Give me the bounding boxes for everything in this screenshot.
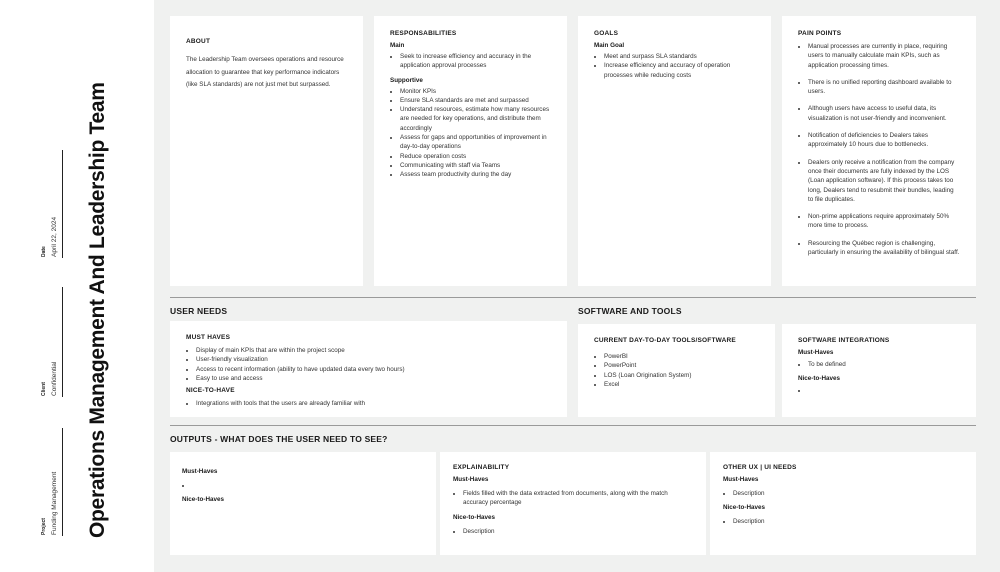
explainability-must-label: Must-Haves (453, 476, 489, 483)
integrations-card (782, 324, 976, 417)
list-item: • Excel (604, 380, 759, 389)
outputs-nice-label: Nice-to-Haves (182, 496, 224, 503)
list-item: • Description (733, 517, 963, 526)
responsibilities-card (374, 16, 567, 286)
explainability-nice-list (453, 527, 693, 536)
list-item: • Seek to increase efficiency and accuracy in the application approval processes (400, 52, 551, 71)
list-item: • Resourcing the Québec region is challenging, particularly in ensuring the availability of bilingual staff. (808, 239, 960, 258)
list-item: • Access to recent information (ability to have updated data every two hours) (196, 365, 551, 374)
list-item: • PowerPoint (604, 361, 759, 370)
responsibilities-main-list (390, 52, 551, 71)
nice-to-have-list (186, 399, 551, 408)
section-divider (170, 425, 976, 426)
goals-main-label: Main Goal (594, 42, 625, 49)
outputs-must-label: Must-Haves (182, 468, 218, 475)
list-item: • Non-prime applications require approximately 50% more time to process. (808, 212, 960, 231)
other-ux-heading: OTHER UX | UI NEEDS (723, 464, 797, 471)
date-divider (62, 150, 63, 258)
pain-points-card (782, 16, 976, 286)
list-item: • PowerBI (604, 352, 759, 361)
list-item: • Manual processes are currently in place, requiring users to manually calculate main KPIs, such as application processing times. (808, 42, 960, 70)
outputs-title: OUTPUTS - WHAT DOES THE USER NEED TO SEE? (170, 434, 388, 444)
integrations-must-label: Must-Haves (798, 349, 834, 356)
explainability-nice-label: Nice-to-Haves (453, 513, 495, 521)
integrations-heading: SOFTWARE INTEGRATIONS (798, 337, 890, 344)
goals-list (594, 52, 755, 80)
explainability-must-list (453, 489, 693, 508)
page-title: Operations Management And Leadership Team (86, 82, 109, 538)
list-item: • Ensure SLA standards are met and surpassed (400, 96, 551, 105)
list-item: • LOS (Loan Origination System) (604, 371, 759, 380)
list-item: • Monitor KPIs (400, 87, 551, 96)
list-item (192, 481, 424, 490)
integrations-nice-label: Nice-to-Haves (798, 375, 840, 383)
responsibilities-heading: RESPONSABILITIES (390, 30, 457, 37)
responsibilities-supportive-list (390, 87, 551, 180)
list-item: • Although users have access to useful data, its visualization is not user-friendly and inconvenient. (808, 104, 960, 123)
about-card (170, 16, 363, 286)
tools-list (594, 352, 759, 389)
must-haves-list (186, 346, 551, 383)
list-item: • Assess for gaps and opportunities of improvement in day-to-day operations (400, 133, 551, 152)
list-item: • Dealers only receive a notification from the company once their documents are fully indexed by the LOS (Loan application software). If this process takes too long, Dealers tend to resubmit their bundles, leading to file duplicates. (808, 158, 960, 204)
other-ux-must-list (723, 489, 963, 498)
client-label: Client (41, 382, 47, 396)
tools-card (578, 324, 775, 417)
list-item: • Assess team productivity during the day (400, 170, 551, 179)
list-item: • There is no unified reporting dashboard available to users. (808, 78, 960, 97)
project-value: Funding Management (51, 471, 58, 535)
list-item: • Meet and surpass SLA standards (604, 52, 755, 61)
list-item: • Communicating with staff via Teams (400, 161, 551, 170)
date-value: April 22, 2024 (51, 216, 58, 257)
nice-to-have-heading: NICE-TO-HAVE (186, 387, 235, 395)
other-ux-must-label: Must-Haves (723, 476, 759, 483)
project-label: Project (41, 518, 47, 535)
software-tools-title: SOFTWARE AND TOOLS (578, 306, 682, 316)
list-item: • Notification of deficiencies to Dealers takes approximately 10 hours due to bottlenecks. (808, 131, 960, 150)
other-ux-nice-label: Nice-to-Haves (723, 504, 765, 512)
list-item (808, 386, 960, 395)
responsibilities-supportive-label: Supportive (390, 76, 423, 84)
tools-heading: CURRENT DAY-TO-DAY TOOLS/SOFTWARE (594, 337, 736, 344)
list-item: • Fields filled with the data extracted from documents, along with the match accuracy percentage (463, 489, 693, 508)
user-needs-title: USER NEEDS (170, 306, 228, 316)
explainability-card (440, 452, 706, 555)
date-label: Date (41, 246, 47, 257)
outputs-card-general (170, 452, 436, 555)
about-heading: ABOUT (186, 38, 211, 45)
goals-card (578, 16, 771, 286)
explainability-heading: EXPLAINABILITY (453, 464, 510, 471)
list-item: • Easy to use and access (196, 374, 551, 383)
other-ux-nice-list (723, 517, 963, 526)
list-item: • Description (733, 489, 963, 498)
goals-heading: GOALS (594, 30, 619, 37)
user-needs-card (170, 321, 567, 417)
list-item: • Display of main KPIs that are within the project scope (196, 346, 551, 355)
list-item: • Increase efficiency and accuracy of operation processes while reducing costs (604, 61, 755, 80)
project-divider (62, 428, 63, 536)
pain-points-list (798, 42, 960, 257)
sidebar (0, 0, 154, 572)
integrations-must-list (798, 360, 960, 369)
list-item: • User-friendly visualization (196, 355, 551, 364)
must-haves-heading: MUST HAVES (186, 334, 231, 341)
integrations-nice-list (798, 386, 960, 395)
about-text: The Leadership Team oversees operations and resource allocation to guarantee that key performance indicators (like SLA standards) are not just met but surpassed. (186, 56, 344, 88)
list-item: • Reduce operation costs (400, 152, 551, 161)
client-value: Confidential (51, 361, 58, 396)
client-divider (62, 287, 63, 397)
list-item: • To be defined (808, 360, 960, 369)
list-item: • Understand resources, estimate how many resources are needed for key operations, and distribute them accordingly (400, 105, 551, 133)
responsibilities-main-label: Main (390, 42, 405, 49)
other-ux-card (710, 452, 976, 555)
outputs-must-list (182, 481, 424, 490)
list-item: • Integrations with tools that the users are already familiar with (196, 399, 551, 408)
pain-points-heading: PAIN POINTS (798, 30, 842, 37)
list-item: • Description (463, 527, 693, 536)
section-divider (170, 297, 976, 298)
